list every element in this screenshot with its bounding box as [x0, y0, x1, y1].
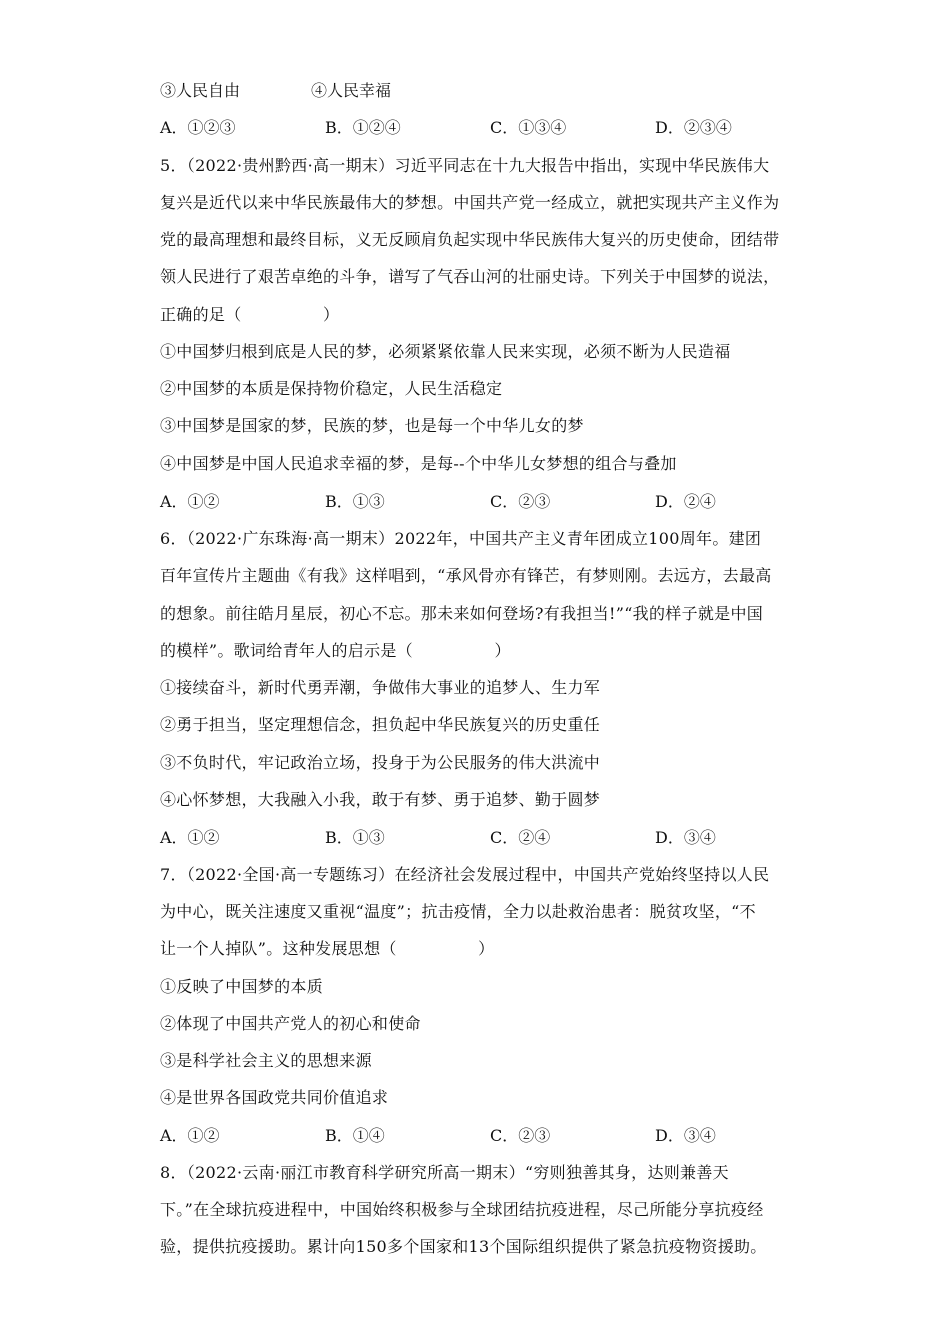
q7-stem-line-3: 让一个人掉队”。这种发展思想（ ） [160, 939, 495, 958]
q7-item-1: ①反映了中国梦的本质 [160, 977, 324, 996]
q5-stem-line-4: 领人民进行了艰苦卓绝的斗争，谱写了气吞山河的壮丽史诗。下列关于中国梦的说法， [160, 267, 780, 286]
q8-stem-line-1: 8．（2022·云南·丽江市教育科学研究所高一期末）“穷则独善其身，达则兼善天 [160, 1163, 729, 1182]
q6-option-b: B．①③ [325, 828, 385, 847]
q7-item-3: ③是科学社会主义的思想来源 [160, 1051, 372, 1070]
q7-item-2: ②体现了中国共产党人的初心和使命 [160, 1014, 421, 1033]
q6-stem-line-4: 的模样”。歌词给青年人的启示是（ ） [160, 641, 511, 660]
q5-option-a: A．①② [160, 492, 220, 511]
q4-item-3: ③人民自由 [160, 81, 241, 100]
q6-option-d: D．③④ [655, 828, 716, 847]
q4-item-4: ④人民幸福 [311, 81, 392, 100]
q7-option-d: D．③④ [655, 1126, 716, 1145]
q4-option-d: D．②③④ [655, 118, 732, 137]
q7-option-b: B．①④ [325, 1126, 385, 1145]
q5-stem-line-1: 5．（2022·贵州黔西·高一期末）习近平同志在十九大报告中指出，实现中华民族伟大 [160, 156, 770, 175]
q6-item-1: ①接续奋斗，新时代勇弄潮，争做伟大事业的追梦人、生力军 [160, 678, 601, 697]
q5-item-2: ②中国梦的本质是保持物价稳定，人民生活稳定 [160, 379, 503, 398]
q7-option-a: A．①② [160, 1126, 220, 1145]
q6-stem-line-3: 的想象。前往皓月星辰，初心不忘。那未来如何登场?有我担当!”“我的样子就是中国 [160, 604, 764, 623]
q8-stem-line-2: 下。”在全球抗疫进程中，中国始终积极参与全球团结抗疫进程，尽己所能分享抗疫经 [160, 1200, 764, 1219]
q6-item-2: ②勇于担当，坚定理想信念，担负起中华民族复兴的历史重任 [160, 715, 601, 734]
q6-item-4: ④心怀梦想，大我融入小我，敢于有梦、勇于追梦、勤于圆梦 [160, 790, 601, 809]
q7-stem-line-1: 7．（2022·全国·高一专题练习）在经济社会发展过程中，中国共产党始终坚持以人民 [160, 865, 770, 884]
q7-item-4: ④是世界各国政党共同价值追求 [160, 1088, 389, 1107]
q4-option-a: A．①②③ [160, 118, 236, 137]
q6-option-a: A．①② [160, 828, 220, 847]
q6-stem-line-1: 6．（2022·广东珠海·高一期末）2022年，中国共产主义青年团成立100周年。建团 [160, 529, 762, 548]
q5-option-c: C．②③ [490, 492, 551, 511]
q5-item-1: ①中国梦归根到底是人民的梦，必须紧紧依靠人民来实现，必须不断为人民造福 [160, 342, 731, 361]
q5-stem-line-3: 党的最高理想和最终目标，义无反顾肩负起实现中华民族伟大复兴的历史使命，团结带 [160, 230, 780, 249]
q5-item-4: ④中国梦是中国人民追求幸福的梦，是每--个中华儿女梦想的组合与叠加 [160, 454, 677, 473]
q5-item-3: ③中国梦是国家的梦，民族的梦，也是每一个中华儿女的梦 [160, 416, 584, 435]
q5-stem-line-2: 复兴是近代以来中华民族最伟大的梦想。中国共产党一经成立，就把实现共产主义作为 [160, 193, 780, 212]
q6-item-3: ③不负时代，牢记政治立场，投身于为公民服务的伟大洪流中 [160, 753, 601, 772]
q7-stem-line-2: 为中心，既关注速度又重视“温度”；抗击疫情，全力以赴救治患者：脱贫攻坚，“不 [160, 902, 756, 921]
q7-option-c: C．②③ [490, 1126, 551, 1145]
q5-stem-line-5: 正确的足（ ） [160, 305, 340, 324]
q6-option-c: C．②④ [490, 828, 551, 847]
q5-option-b: B．①③ [325, 492, 385, 511]
q4-option-b: B．①②④ [325, 118, 401, 137]
q4-option-c: C．①③④ [490, 118, 567, 137]
q5-option-d: D．②④ [655, 492, 716, 511]
q6-stem-line-2: 百年宣传片主题曲《有我》这样唱到，“承风骨亦有锋芒，有梦则刚。去远方，去最高 [160, 566, 772, 585]
q8-stem-line-3: 验，提供抗疫援助。累计向150多个国家和13个国际组织提供了紧急抗疫物资援助。 [160, 1237, 767, 1256]
